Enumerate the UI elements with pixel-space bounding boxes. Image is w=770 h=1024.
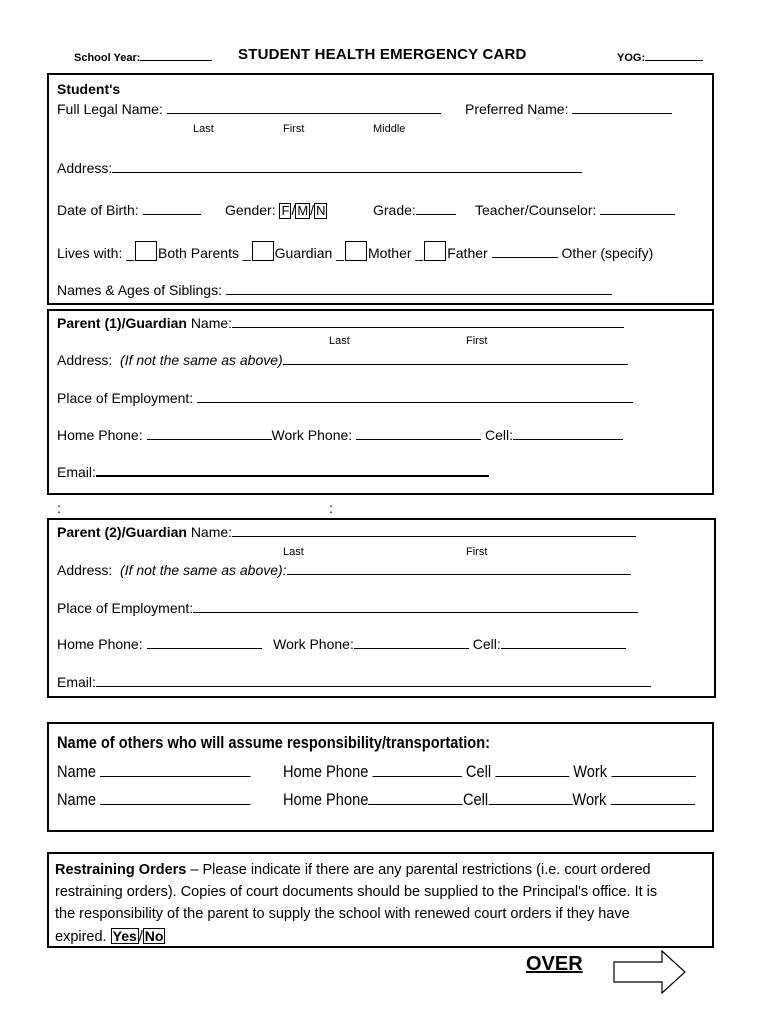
parent1-phones-row: Home Phone: Work Phone: Cell: [57,427,623,443]
gender-m-box[interactable]: M [297,203,309,218]
separator-colon: : [329,500,333,516]
gender-n-box[interactable]: N [316,203,326,218]
other2-cell-input[interactable] [488,792,572,805]
mother-checkbox[interactable] [345,241,367,261]
others-row-2-phones: Home Phone Cell Work [283,790,695,810]
parent2-email-field[interactable]: Email: [57,674,651,690]
parent2-work-phone-input[interactable] [354,636,469,649]
page-title: STUDENT HEALTH EMERGENCY CARD [238,46,527,63]
others-row-1: Name [57,762,251,782]
school-year-label: School Year: [74,48,212,64]
lives-with-row: Lives with: _ Both Parents _ Guardian _ Mother _ Father Other (specify) [57,241,653,261]
other1-cell-input[interactable] [495,764,569,777]
other2-home-phone-input[interactable] [368,792,463,805]
full-name-field[interactable]: Full Legal Name: [57,101,441,117]
restraining-line-4: expired. Yes / No [55,928,164,945]
parent1-employment-field[interactable]: Place of Employment: [57,390,633,406]
parent1-sub-last: Last [329,335,350,347]
siblings-field[interactable]: Names & Ages of Siblings: [57,282,612,298]
dob-field[interactable]: Date of Birth: [57,202,201,218]
both-parents-checkbox[interactable] [135,241,157,261]
right-arrow-icon [612,948,688,996]
other1-name-input[interactable] [100,764,251,777]
restraining-line-2: restraining orders). Copies of court documents should be supplied to the Principal's office. It is [55,884,658,900]
parent1-cell-input[interactable] [513,427,623,440]
restraining-line-3: the responsibility of the parent to supply the school with renewed court orders if they have [55,906,630,922]
parent1-sub-first: First [466,335,488,347]
student-heading: Student's [57,81,121,97]
parent2-phones-row: Home Phone: Work Phone: Cell: [57,636,626,652]
restraining-yes-box[interactable]: Yes [112,928,137,944]
preferred-name-field[interactable]: Preferred Name: [465,101,672,117]
sub-label-middle: Middle [373,123,406,135]
restraining-line-1: Restraining Orders – Please indicate if there are any parental restrictions (i.e. court ordered [55,862,651,878]
others-row-1-phones: Home Phone Cell Work [283,762,695,782]
separator-colon: : [57,500,61,516]
parent2-home-phone-input[interactable] [147,636,262,649]
sub-label-last: Last [193,123,214,135]
parent1-address-field[interactable]: Address: (If not the same as above) [57,352,628,368]
parent2-employment-field[interactable]: Place of Employment: [57,600,638,616]
gender-field[interactable]: Gender: F / M / N [225,202,326,218]
guardian-checkbox[interactable] [252,241,274,261]
restraining-no-box[interactable]: No [144,928,164,944]
parent1-work-phone-input[interactable] [356,427,481,440]
parent2-address-field[interactable]: Address: (If not the same as above): [57,562,631,578]
other2-work-input[interactable] [610,792,694,805]
parent2-sub-last: Last [283,546,304,558]
yog-label: YOG: [617,48,703,64]
teacher-field[interactable]: Teacher/Counselor: [475,202,675,218]
parent2-name-field[interactable]: Parent (2)/Guardian Name: [57,524,636,540]
father-checkbox[interactable] [424,241,446,261]
parent1-email-field[interactable]: Email: [57,463,489,480]
other1-home-phone-input[interactable] [372,764,461,777]
others-heading: Name of others who will assume responsibility/transportation: [57,733,490,752]
other2-name-input[interactable] [100,792,251,805]
parent2-sub-first: First [466,546,488,558]
sub-label-first: First [283,123,305,135]
address-field[interactable]: Address: [57,160,582,176]
others-row-2: Name [57,790,251,810]
parent1-home-phone-input[interactable] [147,427,272,440]
parent1-name-field[interactable]: Parent (1)/Guardian Name: [57,315,624,331]
parent2-cell-input[interactable] [501,636,626,649]
over-label: OVER [526,953,583,975]
grade-field[interactable]: Grade: [373,202,456,218]
other1-work-input[interactable] [611,764,695,777]
gender-f-box[interactable]: F [281,203,290,218]
